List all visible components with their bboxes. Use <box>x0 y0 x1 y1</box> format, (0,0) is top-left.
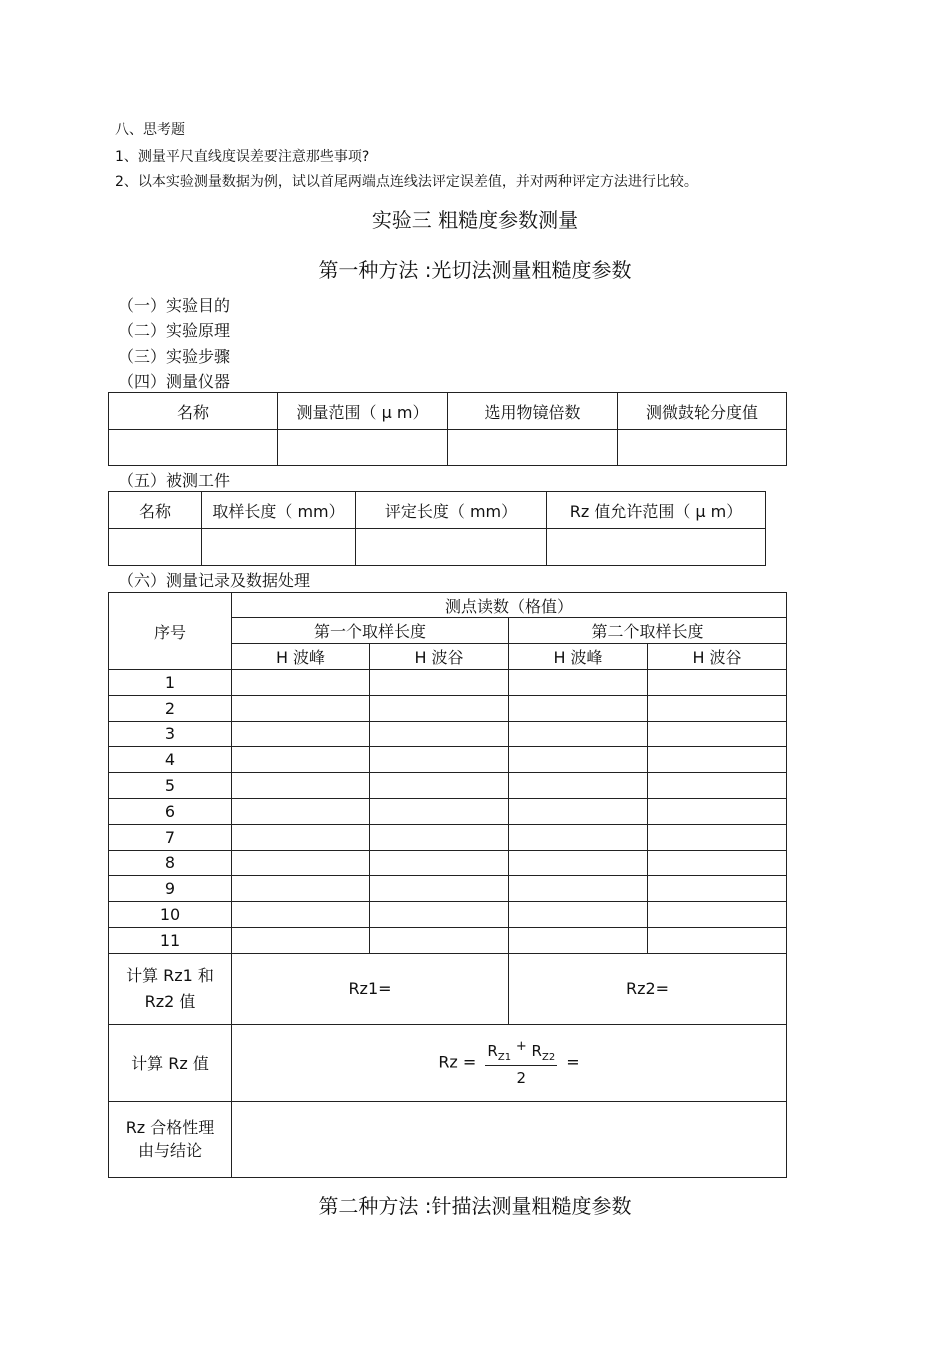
workpiece-header-rz-range: Rz 值允许范围（ μ m） <box>547 492 766 529</box>
row-number: 10 <box>109 902 232 928</box>
table-row <box>109 876 787 902</box>
section-principle: （二）实验原理 <box>118 321 231 340</box>
reading-cell[interactable] <box>232 850 370 876</box>
workpiece-table <box>108 491 766 566</box>
reading-cell[interactable] <box>370 902 509 928</box>
instrument-cell[interactable] <box>618 430 787 466</box>
reading-cell[interactable] <box>509 927 648 953</box>
instrument-table <box>108 392 787 466</box>
reading-cell[interactable] <box>370 670 509 696</box>
peak-header-2: H 波峰 <box>509 644 648 670</box>
reading-cell[interactable] <box>370 876 509 902</box>
reading-cell[interactable] <box>232 773 370 799</box>
reading-cell[interactable] <box>509 902 648 928</box>
table-row <box>109 695 787 721</box>
workpiece-cell[interactable] <box>356 529 547 566</box>
reading-cell[interactable] <box>648 824 787 850</box>
reading-cell[interactable] <box>509 747 648 773</box>
row-number: 4 <box>109 747 232 773</box>
seq-header: 序号 <box>109 593 232 670</box>
section-records: （六）测量记录及数据处理 <box>118 571 311 590</box>
conclusion-cell[interactable] <box>232 1101 787 1177</box>
workpiece-header-name: 名称 <box>109 492 202 529</box>
calc-rz12-label: 计算 Rz1 和 Rz2 值 <box>109 953 232 1024</box>
question-1: 1、测量平尺直线度误差要注意那些事项? <box>115 149 370 165</box>
table-row <box>109 721 787 747</box>
instrument-header-division: 测微鼓轮分度值 <box>618 393 787 430</box>
table-row <box>109 850 787 876</box>
table-row <box>109 670 787 696</box>
row-number: 7 <box>109 824 232 850</box>
section-eight-heading: 八、思考题 <box>115 122 185 138</box>
calc-rz-label: 计算 Rz 值 <box>109 1024 232 1101</box>
reading-cell[interactable] <box>509 721 648 747</box>
reading-cell[interactable] <box>648 902 787 928</box>
instrument-header-range: 测量范围（ μ m） <box>278 393 448 430</box>
rz-formula-cell[interactable] <box>232 1024 787 1101</box>
formula-fraction: $\frac{R_{Z1} + R_{Z2}}{2}$ <box>487 1038 556 1087</box>
table-row <box>109 798 787 824</box>
reading-cell[interactable] <box>648 670 787 696</box>
reading-cell[interactable] <box>232 824 370 850</box>
section-purpose: （一）实验目的 <box>118 296 231 315</box>
reading-cell[interactable] <box>232 747 370 773</box>
table-row <box>109 927 787 953</box>
reading-cell[interactable] <box>232 927 370 953</box>
question-2: 2、以本实验测量数据为例，试以首尾两端点连线法评定误差值，并对两种评定方法进行比较。 <box>115 174 698 190</box>
workpiece-header-evaluation: 评定长度（ mm） <box>356 492 547 529</box>
reading-cell[interactable] <box>232 798 370 824</box>
table-row <box>109 824 787 850</box>
row-number: 5 <box>109 773 232 799</box>
method-one-title: 第一种方法 :光切法测量粗糙度参数 <box>318 258 632 282</box>
reading-cell[interactable] <box>370 747 509 773</box>
reading-cell[interactable] <box>370 824 509 850</box>
instrument-cell[interactable] <box>109 430 278 466</box>
row-number: 11 <box>109 927 232 953</box>
reading-cell[interactable] <box>509 695 648 721</box>
reading-cell[interactable] <box>648 850 787 876</box>
reading-cell[interactable] <box>648 721 787 747</box>
reading-cell[interactable] <box>232 902 370 928</box>
reading-cell[interactable] <box>370 927 509 953</box>
reading-cell[interactable] <box>509 850 648 876</box>
formula-lhs: Rz = <box>438 1052 477 1072</box>
table-row <box>109 747 787 773</box>
row-number: 9 <box>109 876 232 902</box>
reading-cell[interactable] <box>370 773 509 799</box>
table-row <box>109 902 787 928</box>
reading-cell[interactable] <box>648 773 787 799</box>
reading-cell[interactable] <box>648 927 787 953</box>
instrument-cell[interactable] <box>278 430 448 466</box>
reading-cell[interactable] <box>232 876 370 902</box>
row-number: 3 <box>109 721 232 747</box>
peak-header-1: H 波峰 <box>232 644 370 670</box>
reading-cell[interactable] <box>370 798 509 824</box>
second-sampling-length-header: 第二个取样长度 <box>509 618 787 644</box>
section-workpiece: （五）被测工件 <box>118 471 231 490</box>
method-two-title: 第二种方法 :针描法测量粗糙度参数 <box>318 1194 632 1218</box>
instrument-header-objective: 选用物镜倍数 <box>448 393 618 430</box>
row-number: 1 <box>109 670 232 696</box>
experiment-title: 实验三 粗糙度参数测量 <box>371 208 579 232</box>
valley-header-1: H 波谷 <box>370 644 509 670</box>
valley-header-2: H 波谷 <box>648 644 787 670</box>
readings-header: 测点读数（格值） <box>232 593 787 618</box>
table-row <box>109 773 787 799</box>
reading-cell[interactable] <box>648 798 787 824</box>
row-number: 2 <box>109 695 232 721</box>
rz1-cell[interactable]: Rz1= <box>232 953 509 1024</box>
formula-rhs: = <box>566 1052 580 1072</box>
record-table <box>108 592 787 1178</box>
workpiece-cell[interactable] <box>202 529 356 566</box>
reading-cell[interactable] <box>509 773 648 799</box>
reading-cell[interactable] <box>232 695 370 721</box>
reading-cell[interactable] <box>370 721 509 747</box>
workpiece-header-sampling: 取样长度（ mm） <box>202 492 356 529</box>
row-number: 6 <box>109 798 232 824</box>
workpiece-cell[interactable] <box>547 529 766 566</box>
first-sampling-length-header: 第一个取样长度 <box>232 618 509 644</box>
reading-cell[interactable] <box>648 747 787 773</box>
instrument-cell[interactable] <box>448 430 618 466</box>
reading-cell[interactable] <box>232 721 370 747</box>
rz2-cell[interactable]: Rz2= <box>509 953 787 1024</box>
reading-cell[interactable] <box>509 798 648 824</box>
reading-cell[interactable] <box>509 876 648 902</box>
reading-cell[interactable] <box>232 670 370 696</box>
reading-cell[interactable] <box>648 876 787 902</box>
reading-cell[interactable] <box>370 850 509 876</box>
conclusion-label: Rz 合格性理 由与结论 <box>109 1101 232 1177</box>
reading-cell[interactable] <box>509 670 648 696</box>
section-instrument: （四）测量仪器 <box>118 372 231 391</box>
reading-cell[interactable] <box>370 695 509 721</box>
row-number: 8 <box>109 850 232 876</box>
instrument-header-name: 名称 <box>109 393 278 430</box>
workpiece-cell[interactable] <box>109 529 202 566</box>
section-steps: （三）实验步骤 <box>118 347 231 366</box>
reading-cell[interactable] <box>648 695 787 721</box>
reading-cell[interactable] <box>509 824 648 850</box>
